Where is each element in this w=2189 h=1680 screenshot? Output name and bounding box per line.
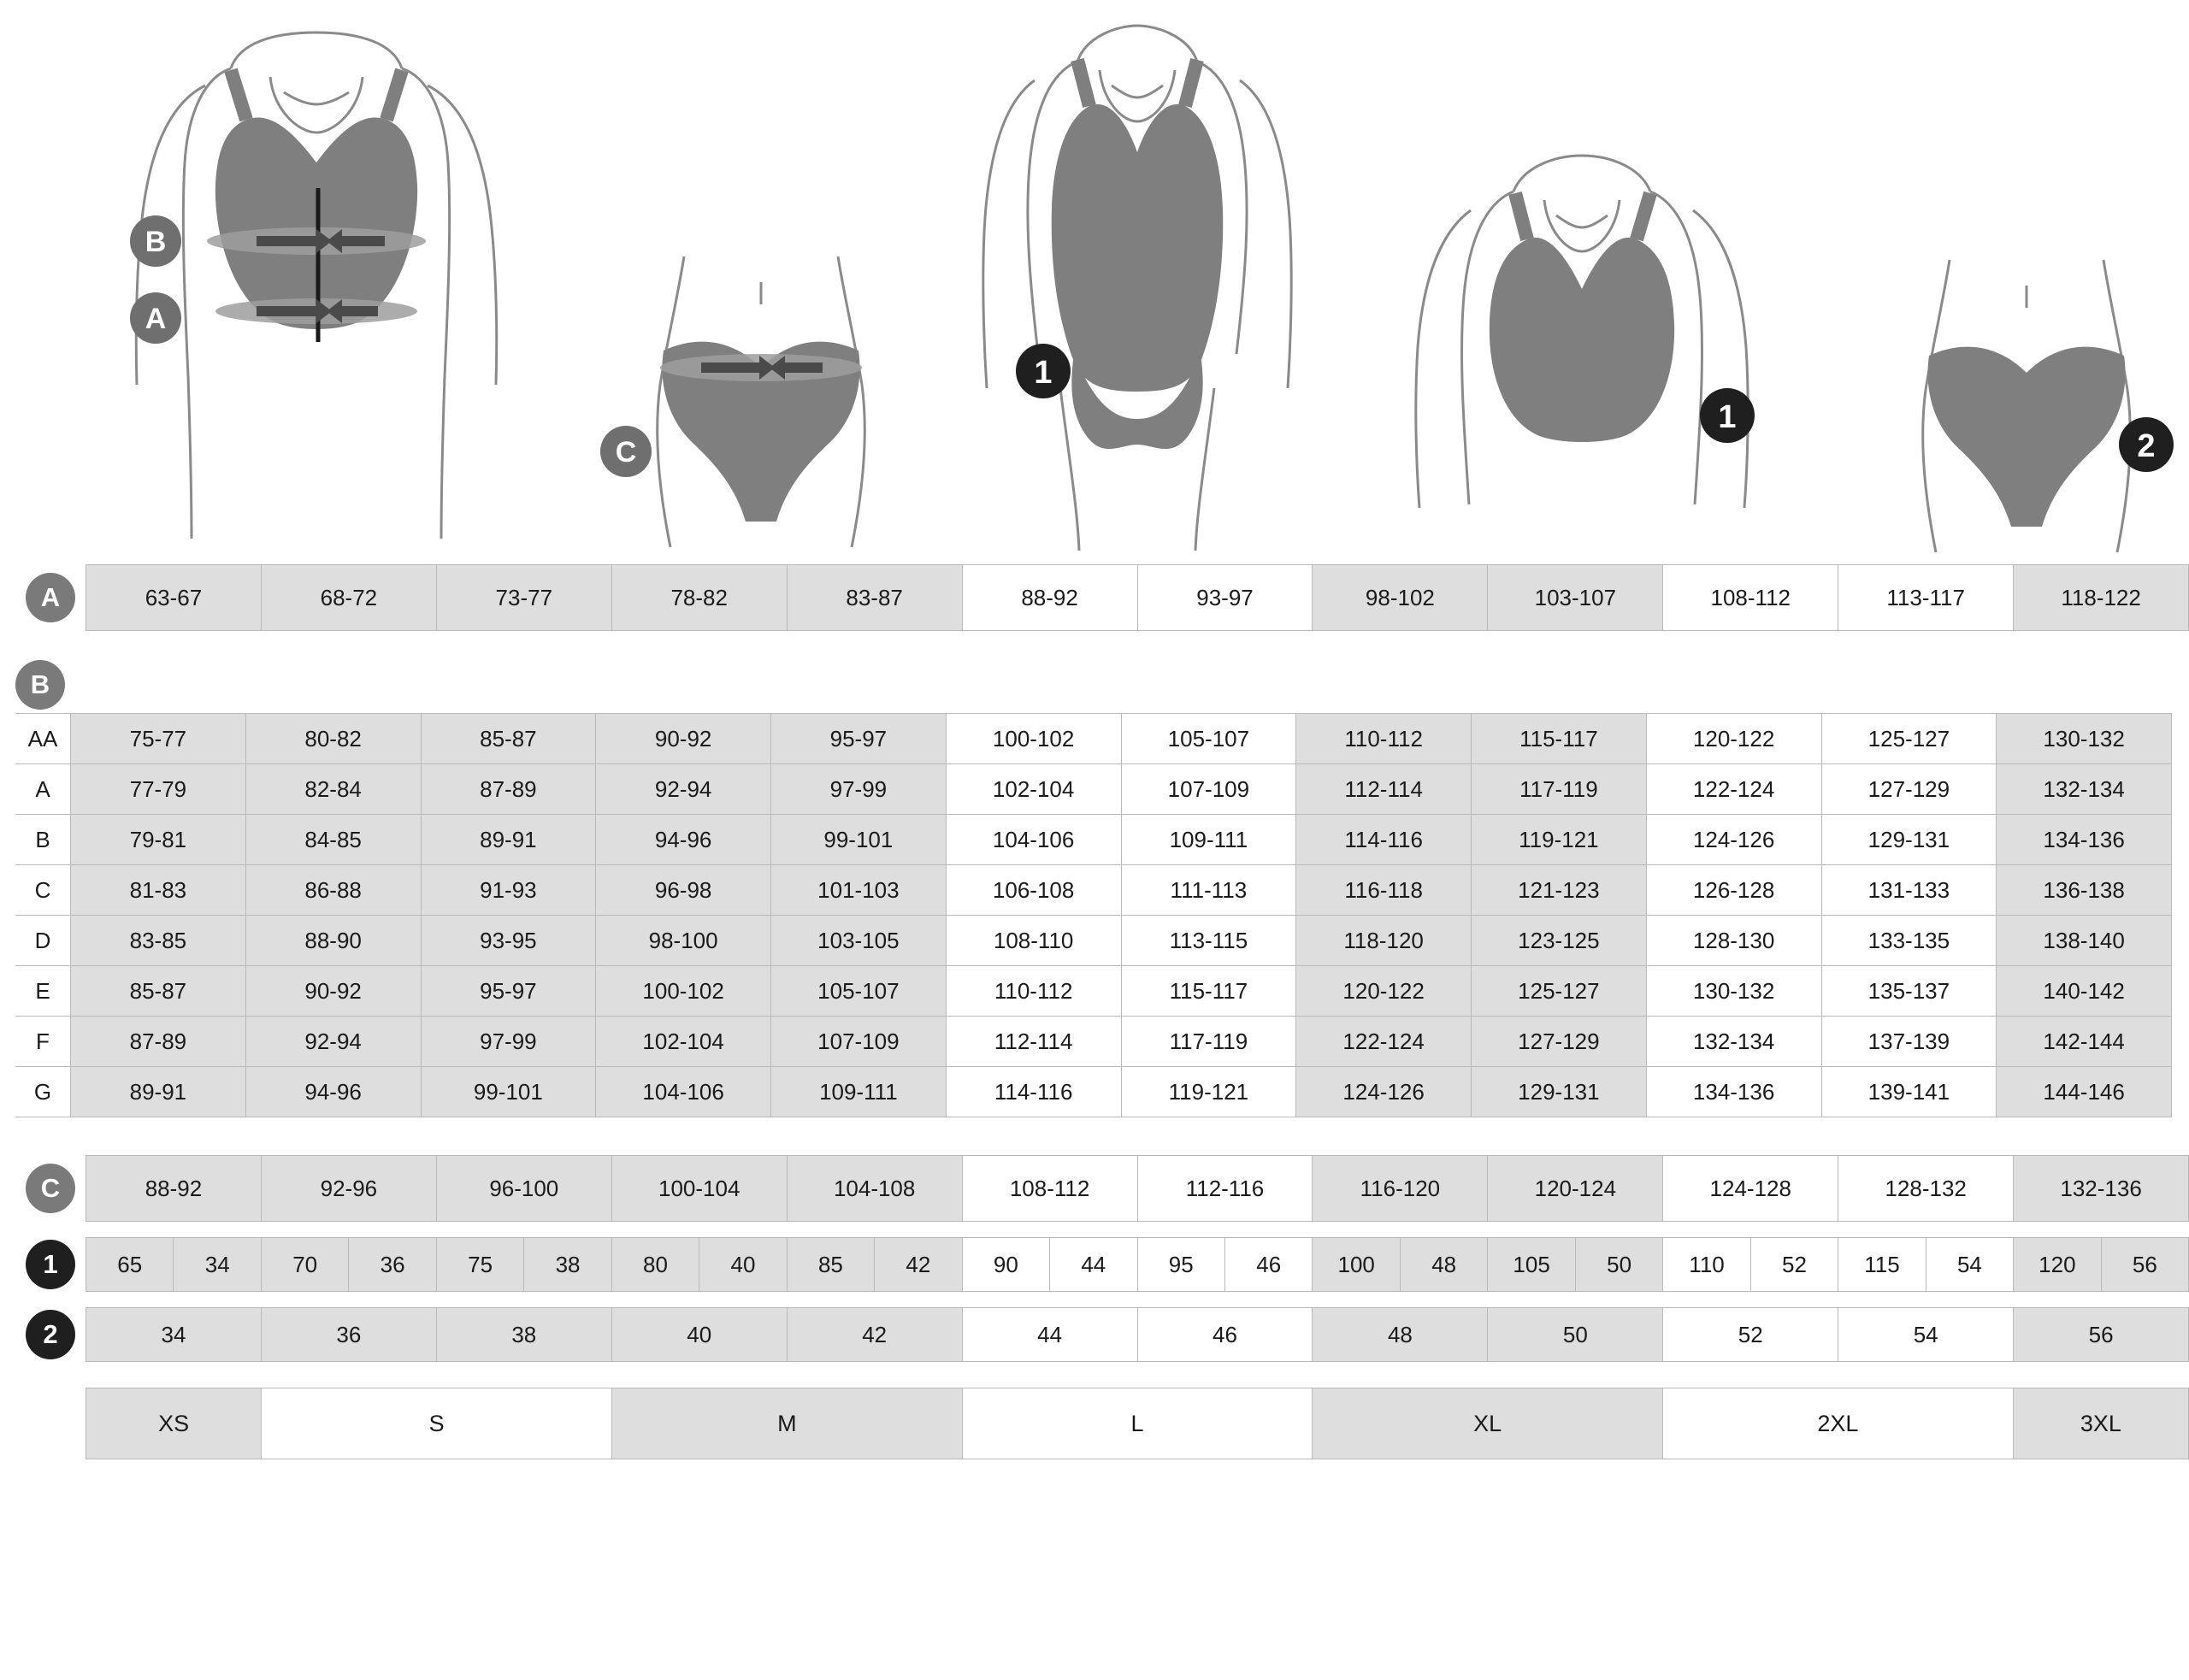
row-2-cell: 42: [788, 1308, 963, 1361]
cup-size-cell: 99-101: [771, 815, 947, 865]
row-2-cell: 54: [1838, 1308, 2014, 1361]
row-2-label: [15, 1307, 86, 1362]
row-C-cell: 120-124: [1488, 1156, 1663, 1221]
letter-size-cell: S: [262, 1388, 612, 1459]
row-C-cell: 112-116: [1138, 1156, 1313, 1221]
cup-size-cell: 84-85: [245, 815, 421, 865]
row-2-cell: 56: [2014, 1308, 2188, 1361]
cup-size-cell: 85-87: [71, 966, 246, 1017]
letter-size-cell: L: [963, 1388, 1313, 1459]
cup-size-cell: 119-121: [1472, 815, 1647, 865]
row-1: [0, 1237, 2189, 1292]
cup-size-cell: 77-79: [71, 764, 246, 815]
row-C-cells: [86, 1155, 2189, 1222]
cup-size-cell: 108-110: [946, 916, 1121, 966]
letter-size-cell: XL: [1313, 1388, 1663, 1459]
row-1-cell-eu: 105: [1488, 1238, 1575, 1291]
row-C-cell: 124-128: [1663, 1156, 1838, 1221]
row-1-pair: [2014, 1238, 2188, 1291]
cup-size-cell: 117-119: [1472, 764, 1647, 815]
row-A-cell: 118-122: [2014, 565, 2188, 630]
cup-size-row: [15, 966, 2172, 1017]
row-B-matrix: [0, 713, 2189, 1117]
cup-size-cell: 120-122: [1646, 714, 1821, 764]
cup-size-cell: 110-112: [946, 966, 1121, 1017]
cup-size-cell: 79-81: [71, 815, 246, 865]
cup-size-row: [15, 1067, 2172, 1117]
cup-size-cell: 106-108: [946, 865, 1121, 916]
cup-size-cell: 107-109: [1121, 764, 1296, 815]
row-2-cell: 48: [1313, 1308, 1488, 1361]
row-1-cell-eu: 80: [612, 1238, 699, 1291]
cup-size-cell: 137-139: [1821, 1017, 1997, 1067]
letter-size-cell: 2XL: [1663, 1388, 2014, 1459]
row-1-cell-eu: 110: [1663, 1238, 1750, 1291]
cup-size-cell: 105-107: [771, 966, 947, 1017]
cup-size-cell: 121-123: [1472, 865, 1647, 916]
row-1-pair: [437, 1238, 612, 1291]
cup-size-cell: 92-94: [596, 764, 771, 815]
cup-label: G: [15, 1067, 71, 1117]
row-sizes-label-spacer: [15, 1388, 86, 1459]
row-2: [0, 1307, 2189, 1362]
cup-size-cell: 138-140: [1997, 916, 2172, 966]
cup-size-cell: 136-138: [1997, 865, 2172, 916]
row-1-cell-alt: 42: [875, 1238, 961, 1291]
row-C: [0, 1155, 2189, 1222]
cup-size-cell: 87-89: [421, 764, 596, 815]
row-1-cell-alt: 40: [699, 1238, 786, 1291]
row-1-cell-eu: 100: [1313, 1238, 1400, 1291]
row-1-pair: [1488, 1238, 1663, 1291]
svg-text:2: 2: [2137, 428, 2156, 464]
cup-size-cell: 124-126: [1296, 1067, 1472, 1117]
row-2-cell: 40: [612, 1308, 788, 1361]
cup-size-cell: 109-111: [1121, 815, 1296, 865]
illustration-strip: [0, 0, 2189, 564]
cup-size-cell: 124-126: [1646, 815, 1821, 865]
cup-size-cell: 75-77: [71, 714, 246, 764]
cup-size-cell: 89-91: [71, 1067, 246, 1117]
cup-size-cell: 86-88: [245, 865, 421, 916]
cup-size-cell: 114-116: [946, 1067, 1121, 1117]
row-A-badge: A: [26, 573, 75, 622]
cup-size-cell: 93-95: [421, 916, 596, 966]
cup-size-cell: 135-137: [1821, 966, 1997, 1017]
row-1-cell-alt: 46: [1225, 1238, 1312, 1291]
row-C-cell: 108-112: [963, 1156, 1138, 1221]
row-A-cell: 98-102: [1313, 565, 1488, 630]
row-2-cell: 50: [1488, 1308, 1663, 1361]
row-A-cells: [86, 564, 2189, 631]
cup-size-cell: 98-100: [596, 916, 771, 966]
cup-size-cell: 131-133: [1821, 865, 1997, 916]
cup-size-cell: 97-99: [771, 764, 947, 815]
cup-size-cell: 122-124: [1646, 764, 1821, 815]
cup-size-cell: 132-134: [1997, 764, 2172, 815]
row-letter-sizes: [0, 1388, 2189, 1459]
row-A: [0, 564, 2189, 631]
cup-size-cell: 115-117: [1121, 966, 1296, 1017]
row-A-cell: 103-107: [1488, 565, 1663, 630]
cup-size-cell: 142-144: [1997, 1017, 2172, 1067]
svg-text:1: 1: [1034, 355, 1053, 391]
cup-size-cell: 104-106: [946, 815, 1121, 865]
cup-size-cell: 100-102: [946, 714, 1121, 764]
figure-hips-measurement: [581, 239, 941, 581]
row-1-cell-alt: 50: [1576, 1238, 1662, 1291]
cup-size-row: [15, 916, 2172, 966]
cup-size-cell: 94-96: [596, 815, 771, 865]
row-A-cell: 78-82: [612, 565, 788, 630]
cup-size-row: [15, 865, 2172, 916]
cup-size-cell: 105-107: [1121, 714, 1296, 764]
row-1-cell-eu: 85: [788, 1238, 875, 1291]
cup-size-cell: 83-85: [71, 916, 246, 966]
row-A-label: [15, 564, 86, 631]
row-1-cell-alt: 34: [174, 1238, 260, 1291]
cup-label: A: [15, 764, 71, 815]
svg-text:B: B: [145, 226, 167, 258]
row-1-cell-alt: 54: [1926, 1238, 2013, 1291]
cup-size-cell: 103-105: [771, 916, 947, 966]
row-2-cell: 38: [437, 1308, 612, 1361]
row-C-cell: 96-100: [437, 1156, 612, 1221]
cup-size-cell: 100-102: [596, 966, 771, 1017]
row-1-pair: [1313, 1238, 1488, 1291]
figure-one-piece-swimsuit: [949, 12, 1325, 559]
cup-size-cell: 110-112: [1296, 714, 1472, 764]
cup-size-cell: 101-103: [771, 865, 947, 916]
row-C-cell: 132-136: [2014, 1156, 2188, 1221]
row-1-cell-alt: 38: [524, 1238, 611, 1291]
cup-size-cell: 94-96: [245, 1067, 421, 1117]
row-1-cell-eu: 95: [1138, 1238, 1225, 1291]
cup-size-cell: 129-131: [1472, 1067, 1647, 1117]
row-C-cell: 100-104: [612, 1156, 788, 1221]
row-A-cell: 88-92: [963, 565, 1138, 630]
cup-size-cell: 80-82: [245, 714, 421, 764]
cup-size-cell: 97-99: [421, 1017, 596, 1067]
row-1-cell-eu: 75: [437, 1238, 524, 1291]
row-C-label: [15, 1155, 86, 1222]
cup-size-cell: 82-84: [245, 764, 421, 815]
cup-size-row: [15, 714, 2172, 764]
cup-size-cell: 115-117: [1472, 714, 1647, 764]
row-1-pair: [1838, 1238, 2014, 1291]
row-2-cell: 34: [86, 1308, 262, 1361]
cup-size-cell: 95-97: [421, 966, 596, 1017]
row-1-label: [15, 1237, 86, 1292]
cup-size-cell: 113-115: [1121, 916, 1296, 966]
row-C-cell: 88-92: [86, 1156, 262, 1221]
row-1-cells: [86, 1237, 2189, 1292]
figure-bra-top: [1368, 145, 1796, 547]
row-1-pair: [262, 1238, 437, 1291]
cup-size-cell: 109-111: [771, 1067, 947, 1117]
cup-size-cell: 132-134: [1646, 1017, 1821, 1067]
cup-size-cell: 102-104: [596, 1017, 771, 1067]
cup-size-cell: 129-131: [1821, 815, 1997, 865]
cup-size-cell: 114-116: [1296, 815, 1472, 865]
cup-size-cell: 134-136: [1646, 1067, 1821, 1117]
cup-size-cell: 127-129: [1472, 1017, 1647, 1067]
cup-size-cell: 126-128: [1646, 865, 1821, 916]
row-1-pair: [1138, 1238, 1313, 1291]
row-1-badge: 1: [26, 1240, 75, 1289]
row-1-cell-alt: 44: [1050, 1238, 1136, 1291]
row-B-label: [0, 657, 2189, 713]
cup-size-cell: 112-114: [1296, 764, 1472, 815]
svg-text:C: C: [615, 436, 637, 469]
cup-label: F: [15, 1017, 71, 1067]
svg-text:A: A: [145, 303, 167, 335]
cup-size-cell: 128-130: [1646, 916, 1821, 966]
cup-size-row: [15, 815, 2172, 865]
cup-size-cell: 139-141: [1821, 1067, 1997, 1117]
cup-size-cell: 130-132: [1997, 714, 2172, 764]
cup-label: AA: [15, 714, 71, 764]
cup-size-row: [15, 1017, 2172, 1067]
row-1-cell-eu: 120: [2014, 1238, 2101, 1291]
row-A-cell: 68-72: [262, 565, 437, 630]
row-1-pair: [788, 1238, 963, 1291]
row-2-cells: [86, 1307, 2189, 1362]
row-1-cell-eu: 90: [963, 1238, 1050, 1291]
cup-size-cell: 104-106: [596, 1067, 771, 1117]
row-1-pair: [963, 1238, 1138, 1291]
cup-size-cell: 87-89: [71, 1017, 246, 1067]
row-1-cell-alt: 56: [2102, 1238, 2188, 1291]
cup-size-cell: 125-127: [1821, 714, 1997, 764]
row-C-cell: 92-96: [262, 1156, 437, 1221]
row-1-cell-alt: 48: [1401, 1238, 1487, 1291]
cup-size-cell: 81-83: [71, 865, 246, 916]
cup-size-cell: 88-90: [245, 916, 421, 966]
cup-size-cell: 118-120: [1296, 916, 1472, 966]
cup-size-cell: 117-119: [1121, 1017, 1296, 1067]
cup-size-cell: 127-129: [1821, 764, 1997, 815]
cup-label: E: [15, 966, 71, 1017]
figure-bra-measurements: [103, 17, 547, 547]
row-B-badge: B: [15, 660, 65, 710]
cup-size-cell: 134-136: [1997, 815, 2172, 865]
cup-size-cell: 119-121: [1121, 1067, 1296, 1117]
cup-label: B: [15, 815, 71, 865]
row-A-cell: 63-67: [86, 565, 262, 630]
row-1-cell-eu: 70: [262, 1238, 349, 1291]
row-A-cell: 93-97: [1138, 565, 1313, 630]
letter-size-cell: M: [612, 1388, 963, 1459]
row-1-pair: [86, 1238, 262, 1291]
cup-size-cell: 89-91: [421, 815, 596, 865]
cup-size-cell: 96-98: [596, 865, 771, 916]
svg-text:1: 1: [1718, 399, 1737, 435]
row-A-cell: 108-112: [1663, 565, 1838, 630]
row-1-pair: [612, 1238, 788, 1291]
row-C-cell: 116-120: [1313, 1156, 1488, 1221]
cup-size-table: [15, 713, 2172, 1117]
row-2-cell: 52: [1663, 1308, 1838, 1361]
cup-size-row: [15, 764, 2172, 815]
cup-label: C: [15, 865, 71, 916]
row-1-cell-eu: 115: [1838, 1238, 1926, 1291]
cup-size-cell: 144-146: [1997, 1067, 2172, 1117]
row-1-pair: [1663, 1238, 1838, 1291]
row-C-cell: 104-108: [788, 1156, 963, 1221]
cup-label: D: [15, 916, 71, 966]
row-A-cell: 73-77: [437, 565, 612, 630]
figure-briefs: [1864, 248, 2189, 564]
row-2-badge: 2: [26, 1310, 75, 1359]
row-1-cell-eu: 65: [86, 1238, 174, 1291]
cup-size-cell: 91-93: [421, 865, 596, 916]
cup-size-cell: 112-114: [946, 1017, 1121, 1067]
cup-size-cell: 85-87: [421, 714, 596, 764]
row-2-cell: 44: [963, 1308, 1138, 1361]
row-1-cell-alt: 36: [349, 1238, 435, 1291]
cup-size-cell: 90-92: [245, 966, 421, 1017]
cup-size-cell: 92-94: [245, 1017, 421, 1067]
cup-size-cell: 130-132: [1646, 966, 1821, 1017]
cup-size-cell: 90-92: [596, 714, 771, 764]
cup-size-cell: 133-135: [1821, 916, 1997, 966]
cup-size-cell: 125-127: [1472, 966, 1647, 1017]
cup-size-cell: 111-113: [1121, 865, 1296, 916]
row-A-cell: 113-117: [1838, 565, 2014, 630]
row-sizes-cells: [86, 1388, 2189, 1459]
cup-size-cell: 120-122: [1296, 966, 1472, 1017]
cup-size-cell: 107-109: [771, 1017, 947, 1067]
row-2-cell: 36: [262, 1308, 437, 1361]
cup-size-cell: 140-142: [1997, 966, 2172, 1017]
row-1-cell-alt: 52: [1751, 1238, 1838, 1291]
row-C-cell: 128-132: [1838, 1156, 2014, 1221]
row-2-cell: 46: [1138, 1308, 1313, 1361]
row-C-badge: C: [26, 1164, 75, 1213]
cup-size-cell: 122-124: [1296, 1017, 1472, 1067]
cup-size-cell: 123-125: [1472, 916, 1647, 966]
cup-size-cell: 116-118: [1296, 865, 1472, 916]
letter-size-cell: 3XL: [2014, 1388, 2188, 1459]
cup-size-cell: 99-101: [421, 1067, 596, 1117]
letter-size-cell: XS: [86, 1388, 262, 1459]
cup-size-cell: 102-104: [946, 764, 1121, 815]
row-A-cell: 83-87: [788, 565, 963, 630]
cup-size-cell: 95-97: [771, 714, 947, 764]
